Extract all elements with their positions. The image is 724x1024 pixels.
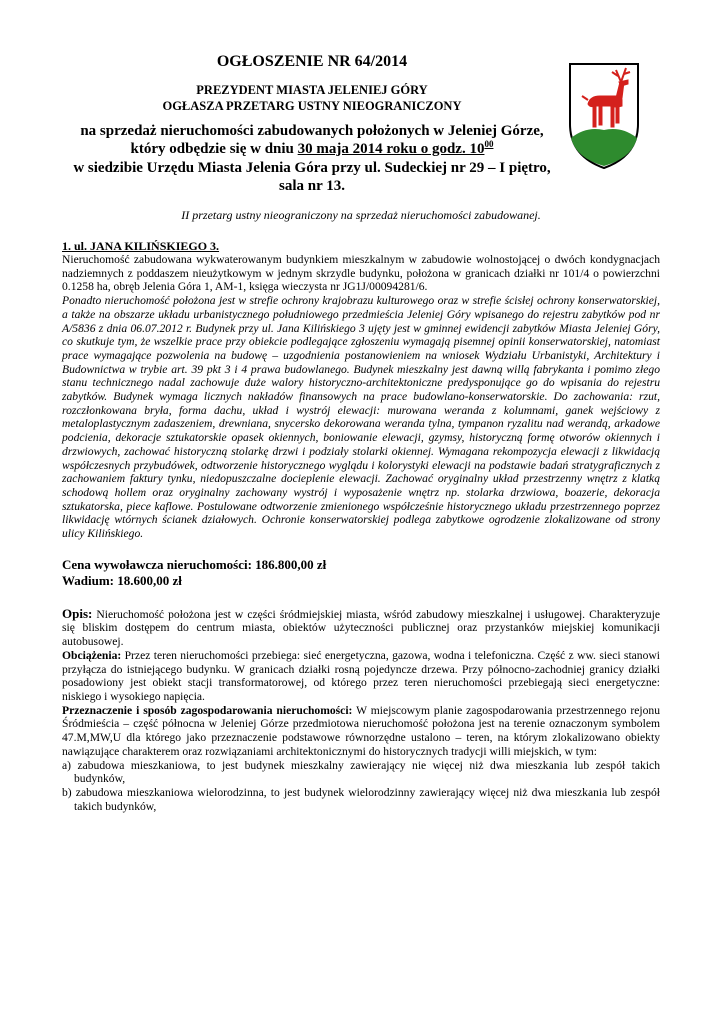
starting-price: Cena wywoławcza nieruchomości: 186.800,00 zł bbox=[62, 556, 327, 572]
conservation-paragraph: Ponadto nieruchomość położona jest w strefie ochrony krajobrazu kulturowego oraz w strefie ścisłej ochrony konserwatorskiej, a także na obszarze układu urbanistycznego południowego przedmieścia Jeleniej Góry wpisanego do rejestru zabytków pod nr A/5836 z dnia 06.07.2012 r. Budynek przy ul. Jana Kilińskiego 3 ujęty jest w gminnej ewidencji zabytków Miasta Jeleniej Góry, co skutkuje tym, że wszelkie prace przy obiekcie podlegające zgłoszeniu wymagają pisemnej opinii konserwatorskiej, natomiast prace wymagające pozwolenia na budowę – uzgodnienia postanowieniem na wniosek Wydziału Urbanistyki, Architektury i Budownictwa w trybie art. 39 pkt 3 i 4 prawa budowlanego. Budynek mieszkalny jest dawną willą fabrykanta i pomimo złego stanu technicznego nadal zachowuje duże walory historyczno-architektoniczne predysponujące go do wpisania do rejestru zabytków. Budynek wymaga licznych nakładów finansowych na prace budowlano-konserwatorskie. Do zachowania: rzut, rozczłonkowana bryła, forma dachu, układ i wystrój elewacji: murowana weranda z kolumnami, ganek wejściowy z metaloplastycznym zadaszeniem, drewniana, snycersko dekorowana weranda tylna, tympanon ryzalitu nad werandą, arkadowe podcienia, dekoracje sztukatorskie opasek okiennych, boniowanie elewacji, gzymsy, historyczną formę otworów okiennych i drzwiowych, zachować historyczną stolarkę drzwi i podziały stolarki okiennej. Wymagana rekompozycja elewacji z likwidacją współczesnych przybudówek, odtworzenie historycznego wyglądu i kolorystyki elewacji na podstawie badań stratygraficznych z zachowaniem faktury tynku, niedopuszczalne docieplenie elewacji. Zachować oryginalny układ przestrzenny wnętrz z klatką schodową hollem oraz oryginalny zachowany wystrój i wyposażenie wnętrz np. stolarka drzwiowa, boazerie, dekoracja sztukatorska, piece kaflowe. Postulowane odtworzenie zmienionego współcześnie historycznego układu przestrzennego poprzez likwidację wtórnych ścianek działowych. Ochronie konserwatorskiej podlega zabytkowe ogrodzenie zlokalizowane od strony ulicy Kilińskiego. bbox=[62, 294, 660, 541]
announcement-title: OGŁOSZENIE NR 64/2014 bbox=[216, 53, 408, 70]
document-body bbox=[62, 208, 660, 813]
intro-location: w siedzibie Urzędu Miasta Jelenia Góra przy ul. Sudeckiej nr 29 – I piętro, sala nr 13. bbox=[73, 160, 551, 194]
property-description: Nieruchomość zabudowana wykwaterowanym budynkiem mieszkalnym w zabudowie wolnostojącej o dwóch kondygnacjach nadziemnych z poddaszem nieużytkowym w jednym skrzydle budynku, położona w granicach działki nr 101/4 o powierzchni 0.1258 ha, obręb Jelenia Góra 1, AM-1, księga wieczysta nr JG1J/00094281/6. bbox=[62, 253, 660, 294]
encumbrances-label: Obciążenia: bbox=[62, 648, 122, 662]
description-text: Nieruchomość położona jest w części śródmiejskiej miasta, wśród zabudowy mieszkalnej i usługowej. Charakteryzuje się bliskim dostępem do centrum miasta, obiektów użyteczności publicznej oraz przystanków miejskiej komunikacji autobusowej. bbox=[62, 607, 660, 649]
auction-date: 30 maja 2014 roku o godz. 10 bbox=[297, 141, 485, 157]
intro-paragraph bbox=[62, 122, 562, 195]
announcement-header bbox=[62, 52, 562, 195]
intro-text: na sprzedaż nieruchomości zabudowanych położonych w Jeleniej Górze, który odbędzie się w dniu bbox=[80, 123, 544, 157]
issuer-line: PREZYDENT MIASTA JELENIEJ GÓRY bbox=[196, 83, 428, 97]
description-label: Opis: bbox=[62, 605, 93, 621]
description-paragraph bbox=[62, 607, 660, 649]
property-heading: 1. ul. JANA KILIŃSKIEGO 3. bbox=[62, 239, 220, 253]
deposit: Wadium: 18.600,00 zł bbox=[62, 572, 182, 588]
tender-note: II przetarg ustny nieograniczony na sprzedaż nieruchomości zabudowanej. bbox=[181, 208, 541, 222]
list-item: a) zabudowa mieszkaniowa, to jest budynek mieszkalny zawierający nie więcej niż dwa mieszkania lub zespół takich budynków, bbox=[62, 758, 660, 786]
auction-time-minutes: 00 bbox=[484, 139, 494, 149]
zoning-text: W miejscowym planie zagospodarowania przestrzennego rejonu Śródmieścia – część północna w Jeleniej Górze przedmiotowa nieruchomość położona jest na terenie oznaczonym symbolem 47.M,MW,U dla którego jako przeznaczenie podstawowe równorzędne ustalono – teren, na którym zlokalizowano obiekty nawiązujące charakterem oraz rozwiązaniami architektonicznymi do historycznych tradycji willi miejskich, w tym: bbox=[62, 703, 661, 758]
zoning-paragraph bbox=[62, 704, 660, 759]
list-item: b) zabudowa mieszkaniowa wielorodzinna, to jest budynek wielorodzinny zawierający więcej niż dwa mieszkania lub zespół takich budynków, bbox=[62, 785, 660, 813]
encumbrances-text: Przez teren nieruchomości przebiega: sieć energetyczna, gazowa, wodna i telefoniczna. Część z ww. sieci stanowi przyłącza do istniejącego budynku. W granicach działki rosną pojedyncze drzewa. Przy północno-zachodniej granicy działki posadowiony jest obiekt stacji transformatorowej, od którego przez teren nieruchomości przebiegają sieci energetyczne: niskiego i wysokiego napięcia. bbox=[62, 648, 660, 703]
tender-type-line: OGŁASZA PRZETARG USTNY NIEOGRANICZONY bbox=[162, 99, 462, 113]
jelenia-gora-crest-icon bbox=[566, 60, 642, 170]
encumbrances-paragraph bbox=[62, 649, 660, 704]
zoning-label: Przeznaczenie i sposób zagospodarowania nieruchomości: bbox=[62, 703, 353, 717]
